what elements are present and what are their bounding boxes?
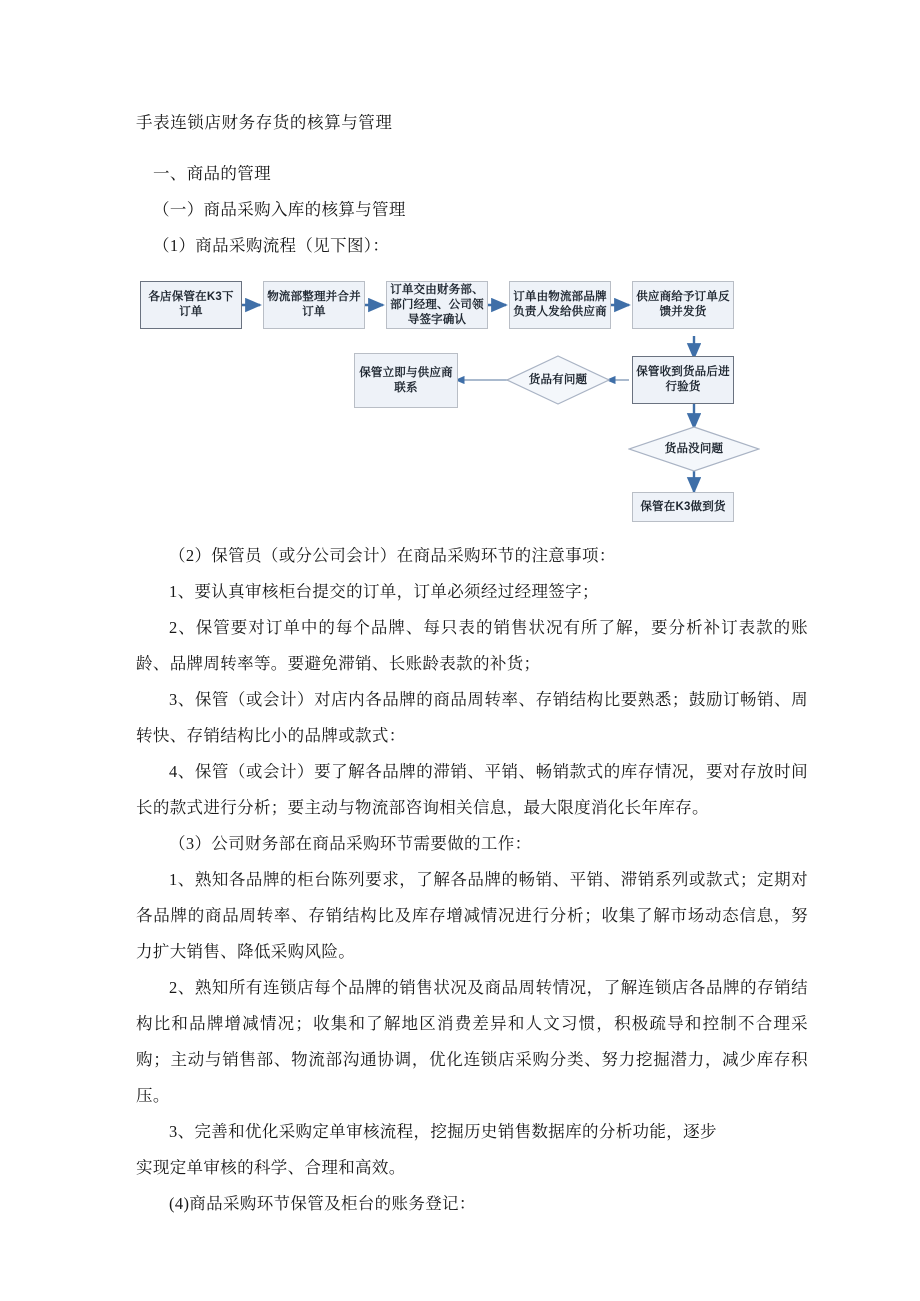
paragraph-finance-3-line2: 实现定单审核的科学、合理和高效。 bbox=[136, 1158, 406, 1177]
flow-node-receive-inspect: 保管收到货品后进行验货 bbox=[632, 356, 734, 404]
heading-level-2: （一）商品采购入库的核算与管理 bbox=[153, 200, 406, 219]
flow-decision-goods-ok bbox=[628, 426, 760, 472]
flow-node-contact-supplier: 保管立即与供应商联系 bbox=[354, 353, 458, 408]
flow-decision-label: 货品没问题 bbox=[664, 443, 724, 455]
paragraph-finance-3-line1: 3、完善和优化采购定单审核流程，挖掘历史销售数据库的分析功能，逐步 bbox=[169, 1122, 717, 1141]
paragraph-keeper-note-4: 4、保管（或会计）要了解各品牌的滞销、平销、畅销款式的库存情况，要对存放时间长的款式进行分析；要主动与物流部咨询相关信息，最大限度消化长年库存。 bbox=[136, 762, 808, 817]
flow-node-k3-arrival: 保管在K3做到货 bbox=[632, 492, 734, 522]
flow-decision-goods-problem bbox=[506, 355, 610, 405]
paragraph-bookkeeping-heading: (4)商品采购环节保管及柜台的账务登记： bbox=[169, 1194, 476, 1213]
document-content bbox=[136, 108, 808, 1222]
flow-node-store-order: 各店保管在K3下订单 bbox=[140, 281, 242, 329]
paragraph-keeper-notes-heading: （2）保管员（或分公司会计）在商品采购环节的注意事项： bbox=[169, 546, 616, 565]
flow-node-supplier-feedback: 供应商给予订单反馈并发货 bbox=[632, 281, 734, 329]
heading-level-1: 一、商品的管理 bbox=[153, 164, 271, 183]
flow-node-signature-confirm: 订单交由财务部、部门经理、公司领导签字确认 bbox=[386, 281, 488, 329]
paragraph-keeper-note-1: 1、要认真审核柜台提交的订单，订单必须经过经理签字； bbox=[169, 582, 599, 601]
purchasing-flowchart bbox=[136, 270, 808, 528]
flow-node-send-to-supplier: 订单由物流部品牌负责人发给供应商 bbox=[509, 281, 611, 329]
paragraph-finance-heading: （3）公司财务部在商品采购环节需要做的工作： bbox=[169, 834, 532, 853]
flow-node-logistics-merge: 物流部整理并合并订单 bbox=[263, 281, 365, 329]
flow-decision-label: 货品有问题 bbox=[528, 374, 588, 386]
paragraph-finance-1: 1、熟知各品牌的柜台陈列要求，了解各品牌的畅销、平销、滞销系列或款式；定期对各品牌的商品周转率、存销结构比及库存增减情况进行分析；收集了解市场动态信息，努力扩大销售、降低采购风险。 bbox=[136, 870, 808, 961]
paragraph-finance-2: 2、熟知所有连锁店每个品牌的销售状况及商品周转情况，了解连锁店各品牌的存销结构比和品牌增减情况；收集和了解地区消费差异和人文习惯，积极疏导和控制不合理采购；主动与销售部、物流部沟通协调，优化连锁店采购分类、努力挖掘潜力，减少库存积压。 bbox=[136, 978, 808, 1105]
page-title: 手表连锁店财务存货的核算与管理 bbox=[136, 113, 393, 132]
paragraph-keeper-note-3: 3、保管（或会计）对店内各品牌的商品周转率、存销结构比要熟悉；鼓励订畅销、周转快、存销结构比小的品牌或款式： bbox=[136, 690, 808, 745]
paragraph-keeper-note-2: 2、保管要对订单中的每个品牌、每只表的销售状况有所了解，要分析补订表款的账龄、品牌周转率等。要避免滞销、长账龄表款的补货； bbox=[136, 618, 808, 673]
heading-level-3: （1）商品采购流程（见下图）： bbox=[153, 236, 390, 255]
